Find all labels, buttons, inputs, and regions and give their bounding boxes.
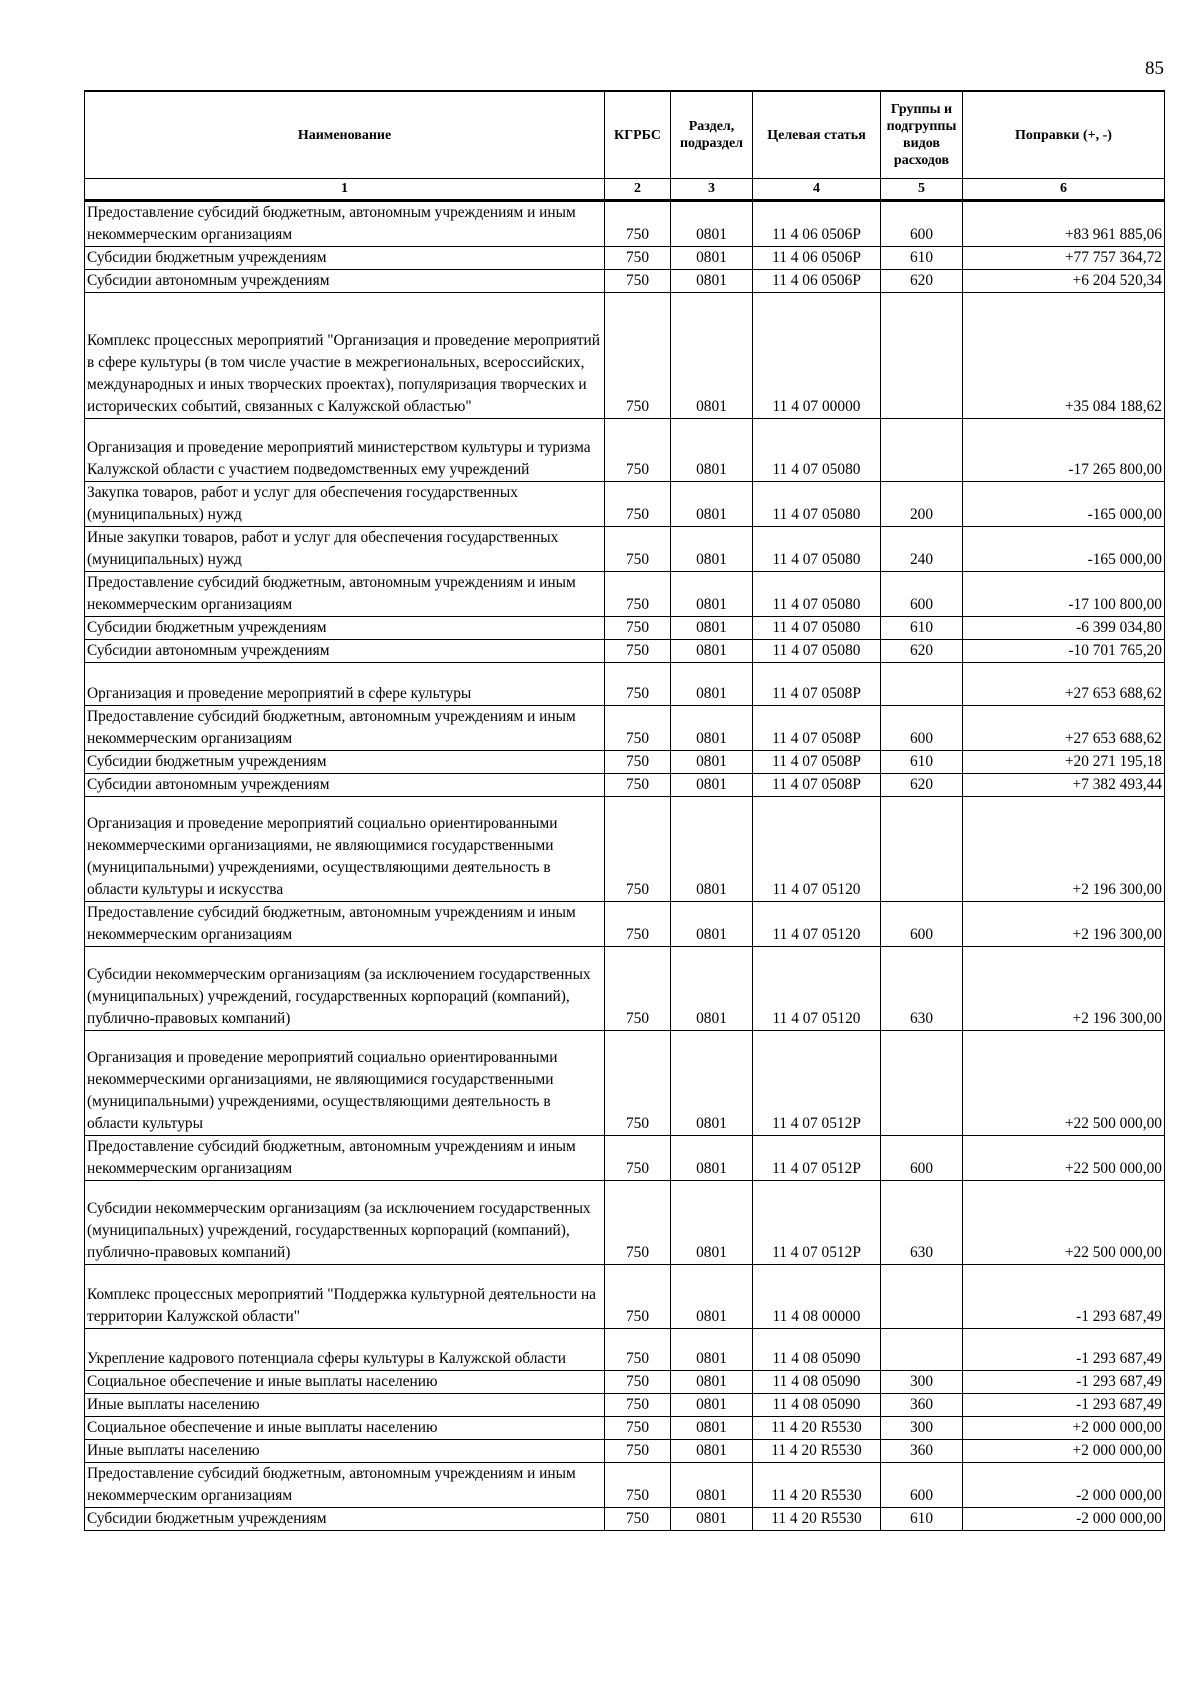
table-row xyxy=(85,1370,1165,1393)
header-kgrbs: КГРБС xyxy=(605,91,671,179)
row-kgrbs: 750 xyxy=(605,705,671,750)
row-kgrbs: 750 xyxy=(605,1393,671,1416)
row-section: 0801 xyxy=(671,1439,753,1462)
row-kgrbs: 750 xyxy=(605,750,671,773)
row-name: Предоставление субсидий бюджетным, автономным учреждениям и иным некоммерческим организациям xyxy=(85,1462,605,1507)
row-name: Предоставление субсидий бюджетным, автономным учреждениям и иным некоммерческим организациям xyxy=(85,201,605,247)
row-expense-group: 610 xyxy=(881,1507,963,1530)
row-expense-group xyxy=(881,293,963,419)
row-expense-group: 630 xyxy=(881,946,963,1030)
row-target-article: 11 4 07 05080 xyxy=(753,617,881,640)
row-target-article: 11 4 07 05120 xyxy=(753,946,881,1030)
row-name: Субсидии бюджетным учреждениям xyxy=(85,617,605,640)
row-kgrbs: 750 xyxy=(605,201,671,247)
table-row xyxy=(85,705,1165,750)
header-row xyxy=(85,91,1165,179)
row-section: 0801 xyxy=(671,270,753,293)
row-kgrbs: 750 xyxy=(605,572,671,617)
row-target-article: 11 4 07 0512Р xyxy=(753,1030,881,1135)
row-kgrbs: 750 xyxy=(605,419,671,482)
row-kgrbs: 750 xyxy=(605,527,671,572)
row-kgrbs: 750 xyxy=(605,1181,671,1265)
row-section: 0801 xyxy=(671,663,753,705)
row-name: Субсидии некоммерческим организациям (за исключением государственных (муниципальных) учреждений, государственных корпораций (компаний), публично-правовых компаний) xyxy=(85,946,605,1030)
row-target-article: 11 4 07 0508Р xyxy=(753,663,881,705)
row-section: 0801 xyxy=(671,419,753,482)
row-expense-group: 600 xyxy=(881,572,963,617)
row-name: Субсидии бюджетным учреждениям xyxy=(85,750,605,773)
row-target-article: 11 4 07 05080 xyxy=(753,419,881,482)
row-expense-group: 620 xyxy=(881,640,963,663)
row-name: Социальное обеспечение и иные выплаты населению xyxy=(85,1416,605,1439)
row-name: Предоставление субсидий бюджетным, автономным учреждениям и иным некоммерческим организациям xyxy=(85,901,605,946)
row-section: 0801 xyxy=(671,1136,753,1181)
column-number: 4 xyxy=(753,179,881,201)
column-number: 6 xyxy=(963,179,1165,201)
row-expense-group: 200 xyxy=(881,482,963,527)
row-name: Субсидии автономным учреждениям xyxy=(85,773,605,796)
row-expense-group: 600 xyxy=(881,901,963,946)
row-expense-group: 600 xyxy=(881,1136,963,1181)
row-expense-group: 300 xyxy=(881,1370,963,1393)
row-section: 0801 xyxy=(671,750,753,773)
row-section: 0801 xyxy=(671,946,753,1030)
row-name: Иные закупки товаров, работ и услуг для обеспечения государственных (муниципальных) нужд xyxy=(85,527,605,572)
row-kgrbs: 750 xyxy=(605,1462,671,1507)
row-name: Субсидии бюджетным учреждениям xyxy=(85,1507,605,1530)
row-section: 0801 xyxy=(671,1370,753,1393)
table-row xyxy=(85,482,1165,527)
row-expense-group: 610 xyxy=(881,750,963,773)
row-section: 0801 xyxy=(671,901,753,946)
table-row xyxy=(85,1328,1165,1370)
row-kgrbs: 750 xyxy=(605,1439,671,1462)
row-section: 0801 xyxy=(671,527,753,572)
row-amendment-amount: -1 293 687,49 xyxy=(963,1370,1165,1393)
row-section: 0801 xyxy=(671,796,753,901)
row-target-article: 11 4 07 05080 xyxy=(753,572,881,617)
row-target-article: 11 4 07 05120 xyxy=(753,901,881,946)
row-amendment-amount: -17 100 800,00 xyxy=(963,572,1165,617)
row-expense-group: 620 xyxy=(881,773,963,796)
row-kgrbs: 750 xyxy=(605,1507,671,1530)
row-kgrbs: 750 xyxy=(605,1328,671,1370)
column-number: 2 xyxy=(605,179,671,201)
table-row xyxy=(85,1393,1165,1416)
row-name: Предоставление субсидий бюджетным, автономным учреждениям и иным некоммерческим организациям xyxy=(85,572,605,617)
row-kgrbs: 750 xyxy=(605,1416,671,1439)
row-expense-group: 600 xyxy=(881,705,963,750)
row-expense-group: 300 xyxy=(881,1416,963,1439)
table-row xyxy=(85,946,1165,1030)
budget-amendments-table xyxy=(84,90,1165,1531)
row-section: 0801 xyxy=(671,293,753,419)
table-row xyxy=(85,773,1165,796)
row-target-article: 11 4 20 R5530 xyxy=(753,1507,881,1530)
row-name: Организация и проведение мероприятий министерством культуры и туризма Калужской области с участием подведомственных ему учреждений xyxy=(85,419,605,482)
row-kgrbs: 750 xyxy=(605,796,671,901)
row-expense-group xyxy=(881,1328,963,1370)
row-target-article: 11 4 06 0506Р xyxy=(753,270,881,293)
column-number: 1 xyxy=(85,179,605,201)
table-row xyxy=(85,247,1165,270)
row-name: Организация и проведение мероприятий социально ориентированными некоммерческими организациями, не являющимися государственными (муниципальными) учреждениями, осуществляющими деятельность в области культуры xyxy=(85,1030,605,1135)
row-target-article: 11 4 07 0512Р xyxy=(753,1136,881,1181)
row-target-article: 11 4 07 05080 xyxy=(753,640,881,663)
row-target-article: 11 4 08 05090 xyxy=(753,1370,881,1393)
row-expense-group xyxy=(881,419,963,482)
row-amendment-amount: +2 000 000,00 xyxy=(963,1416,1165,1439)
row-name: Субсидии некоммерческим организациям (за исключением государственных (муниципальных) учреждений, государственных корпораций (компаний), публично-правовых компаний) xyxy=(85,1181,605,1265)
header-section: Раздел, подраздел xyxy=(671,91,753,179)
row-expense-group: 360 xyxy=(881,1393,963,1416)
row-amendment-amount: -1 293 687,49 xyxy=(963,1328,1165,1370)
row-name: Социальное обеспечение и иные выплаты населению xyxy=(85,1370,605,1393)
table-row xyxy=(85,750,1165,773)
header-name: Наименование xyxy=(85,91,605,179)
row-expense-group: 240 xyxy=(881,527,963,572)
table-row xyxy=(85,617,1165,640)
row-amendment-amount: -17 265 800,00 xyxy=(963,419,1165,482)
table-row xyxy=(85,1507,1165,1530)
table-row xyxy=(85,1462,1165,1507)
table-row xyxy=(85,663,1165,705)
row-amendment-amount: +22 500 000,00 xyxy=(963,1030,1165,1135)
row-section: 0801 xyxy=(671,617,753,640)
row-amendment-amount: -10 701 765,20 xyxy=(963,640,1165,663)
row-expense-group: 610 xyxy=(881,247,963,270)
row-amendment-amount: +2 196 300,00 xyxy=(963,796,1165,901)
header-groups: Группы и подгруппы видов расходов xyxy=(881,91,963,179)
row-expense-group xyxy=(881,1265,963,1328)
row-expense-group: 630 xyxy=(881,1181,963,1265)
table-row xyxy=(85,201,1165,247)
column-number: 5 xyxy=(881,179,963,201)
row-section: 0801 xyxy=(671,201,753,247)
row-amendment-amount: +77 757 364,72 xyxy=(963,247,1165,270)
row-target-article: 11 4 07 0508Р xyxy=(753,705,881,750)
table-row xyxy=(85,527,1165,572)
row-name: Иные выплаты населению xyxy=(85,1439,605,1462)
column-number-row xyxy=(85,179,1165,201)
table-row xyxy=(85,1439,1165,1462)
row-kgrbs: 750 xyxy=(605,773,671,796)
table-row xyxy=(85,419,1165,482)
row-amendment-amount: +2 196 300,00 xyxy=(963,901,1165,946)
row-name: Предоставление субсидий бюджетным, автономным учреждениям и иным некоммерческим организациям xyxy=(85,705,605,750)
row-section: 0801 xyxy=(671,572,753,617)
row-name: Организация и проведение мероприятий социально ориентированными некоммерческими организациями, не являющимися государственными (муниципальными) учреждениями, осуществляющими деятельность в области культуры и искусства xyxy=(85,796,605,901)
row-kgrbs: 750 xyxy=(605,1265,671,1328)
row-target-article: 11 4 20 R5530 xyxy=(753,1439,881,1462)
row-kgrbs: 750 xyxy=(605,1370,671,1393)
row-kgrbs: 750 xyxy=(605,1030,671,1135)
header-amendments: Поправки (+, -) xyxy=(963,91,1165,179)
row-target-article: 11 4 07 05080 xyxy=(753,527,881,572)
row-target-article: 11 4 08 00000 xyxy=(753,1265,881,1328)
row-kgrbs: 750 xyxy=(605,640,671,663)
row-target-article: 11 4 07 0508Р xyxy=(753,750,881,773)
column-number: 3 xyxy=(671,179,753,201)
row-kgrbs: 750 xyxy=(605,901,671,946)
row-amendment-amount: +6 204 520,34 xyxy=(963,270,1165,293)
row-name: Иные выплаты населению xyxy=(85,1393,605,1416)
row-expense-group xyxy=(881,1030,963,1135)
row-amendment-amount: +20 271 195,18 xyxy=(963,750,1165,773)
table-row xyxy=(85,1136,1165,1181)
row-amendment-amount: -165 000,00 xyxy=(963,482,1165,527)
row-section: 0801 xyxy=(671,1030,753,1135)
row-target-article: 11 4 20 R5530 xyxy=(753,1416,881,1439)
row-amendment-amount: -2 000 000,00 xyxy=(963,1507,1165,1530)
row-amendment-amount: +2 000 000,00 xyxy=(963,1439,1165,1462)
table-row xyxy=(85,293,1165,419)
table-body xyxy=(85,201,1165,1531)
row-name: Субсидии автономным учреждениям xyxy=(85,640,605,663)
row-target-article: 11 4 06 0506Р xyxy=(753,201,881,247)
row-kgrbs: 750 xyxy=(605,663,671,705)
row-kgrbs: 750 xyxy=(605,1136,671,1181)
row-section: 0801 xyxy=(671,1462,753,1507)
row-section: 0801 xyxy=(671,1181,753,1265)
row-kgrbs: 750 xyxy=(605,617,671,640)
table-row xyxy=(85,901,1165,946)
row-amendment-amount: +27 653 688,62 xyxy=(963,705,1165,750)
row-expense-group: 360 xyxy=(881,1439,963,1462)
table-row xyxy=(85,640,1165,663)
row-amendment-amount: -165 000,00 xyxy=(963,527,1165,572)
row-target-article: 11 4 07 00000 xyxy=(753,293,881,419)
header-target: Целевая статья xyxy=(753,91,881,179)
row-name: Укрепление кадрового потенциала сферы культуры в Калужской области xyxy=(85,1328,605,1370)
table-row xyxy=(85,270,1165,293)
table-row xyxy=(85,572,1165,617)
row-amendment-amount: -1 293 687,49 xyxy=(963,1265,1165,1328)
row-name: Комплекс процессных мероприятий "Поддержка культурной деятельности на территории Калужской области" xyxy=(85,1265,605,1328)
row-amendment-amount: -6 399 034,80 xyxy=(963,617,1165,640)
row-amendment-amount: -1 293 687,49 xyxy=(963,1393,1165,1416)
row-section: 0801 xyxy=(671,640,753,663)
row-name: Закупка товаров, работ и услуг для обеспечения государственных (муниципальных) нужд xyxy=(85,482,605,527)
row-kgrbs: 750 xyxy=(605,270,671,293)
row-name: Предоставление субсидий бюджетным, автономным учреждениям и иным некоммерческим организациям xyxy=(85,1136,605,1181)
row-section: 0801 xyxy=(671,1507,753,1530)
row-amendment-amount: +2 196 300,00 xyxy=(963,946,1165,1030)
row-name: Субсидии бюджетным учреждениям xyxy=(85,247,605,270)
row-section: 0801 xyxy=(671,1328,753,1370)
row-target-article: 11 4 20 R5530 xyxy=(753,1462,881,1507)
row-expense-group xyxy=(881,796,963,901)
table-row xyxy=(85,796,1165,901)
row-expense-group: 620 xyxy=(881,270,963,293)
row-target-article: 11 4 08 05090 xyxy=(753,1328,881,1370)
row-target-article: 11 4 07 05120 xyxy=(753,796,881,901)
row-name: Организация и проведение мероприятий в сфере культуры xyxy=(85,663,605,705)
row-expense-group: 600 xyxy=(881,1462,963,1507)
row-kgrbs: 750 xyxy=(605,946,671,1030)
row-target-article: 11 4 08 05090 xyxy=(753,1393,881,1416)
row-amendment-amount: +27 653 688,62 xyxy=(963,663,1165,705)
row-kgrbs: 750 xyxy=(605,293,671,419)
row-target-article: 11 4 07 05080 xyxy=(753,482,881,527)
row-section: 0801 xyxy=(671,247,753,270)
row-kgrbs: 750 xyxy=(605,247,671,270)
row-section: 0801 xyxy=(671,482,753,527)
page-number: 85 xyxy=(1145,58,1164,79)
row-expense-group xyxy=(881,663,963,705)
table-row xyxy=(85,1265,1165,1328)
row-amendment-amount: -2 000 000,00 xyxy=(963,1462,1165,1507)
row-kgrbs: 750 xyxy=(605,482,671,527)
row-expense-group: 600 xyxy=(881,201,963,247)
row-section: 0801 xyxy=(671,1393,753,1416)
row-name: Комплекс процессных мероприятий "Организация и проведение мероприятий в сфере культуры (в том числе участие в межрегиональных, всероссийских, международных и иных творческих проектах), популяризация творческих и исторических событий, связанных с Калужской областью" xyxy=(85,293,605,419)
row-section: 0801 xyxy=(671,705,753,750)
row-amendment-amount: +35 084 188,62 xyxy=(963,293,1165,419)
table-row xyxy=(85,1416,1165,1439)
row-amendment-amount: +22 500 000,00 xyxy=(963,1181,1165,1265)
row-amendment-amount: +22 500 000,00 xyxy=(963,1136,1165,1181)
row-name: Субсидии автономным учреждениям xyxy=(85,270,605,293)
row-section: 0801 xyxy=(671,1416,753,1439)
row-amendment-amount: +83 961 885,06 xyxy=(963,201,1165,247)
table-row xyxy=(85,1181,1165,1265)
row-target-article: 11 4 07 0512Р xyxy=(753,1181,881,1265)
row-target-article: 11 4 06 0506Р xyxy=(753,247,881,270)
row-amendment-amount: +7 382 493,44 xyxy=(963,773,1165,796)
row-section: 0801 xyxy=(671,1265,753,1328)
row-section: 0801 xyxy=(671,773,753,796)
table-row xyxy=(85,1030,1165,1135)
row-target-article: 11 4 07 0508Р xyxy=(753,773,881,796)
row-expense-group: 610 xyxy=(881,617,963,640)
